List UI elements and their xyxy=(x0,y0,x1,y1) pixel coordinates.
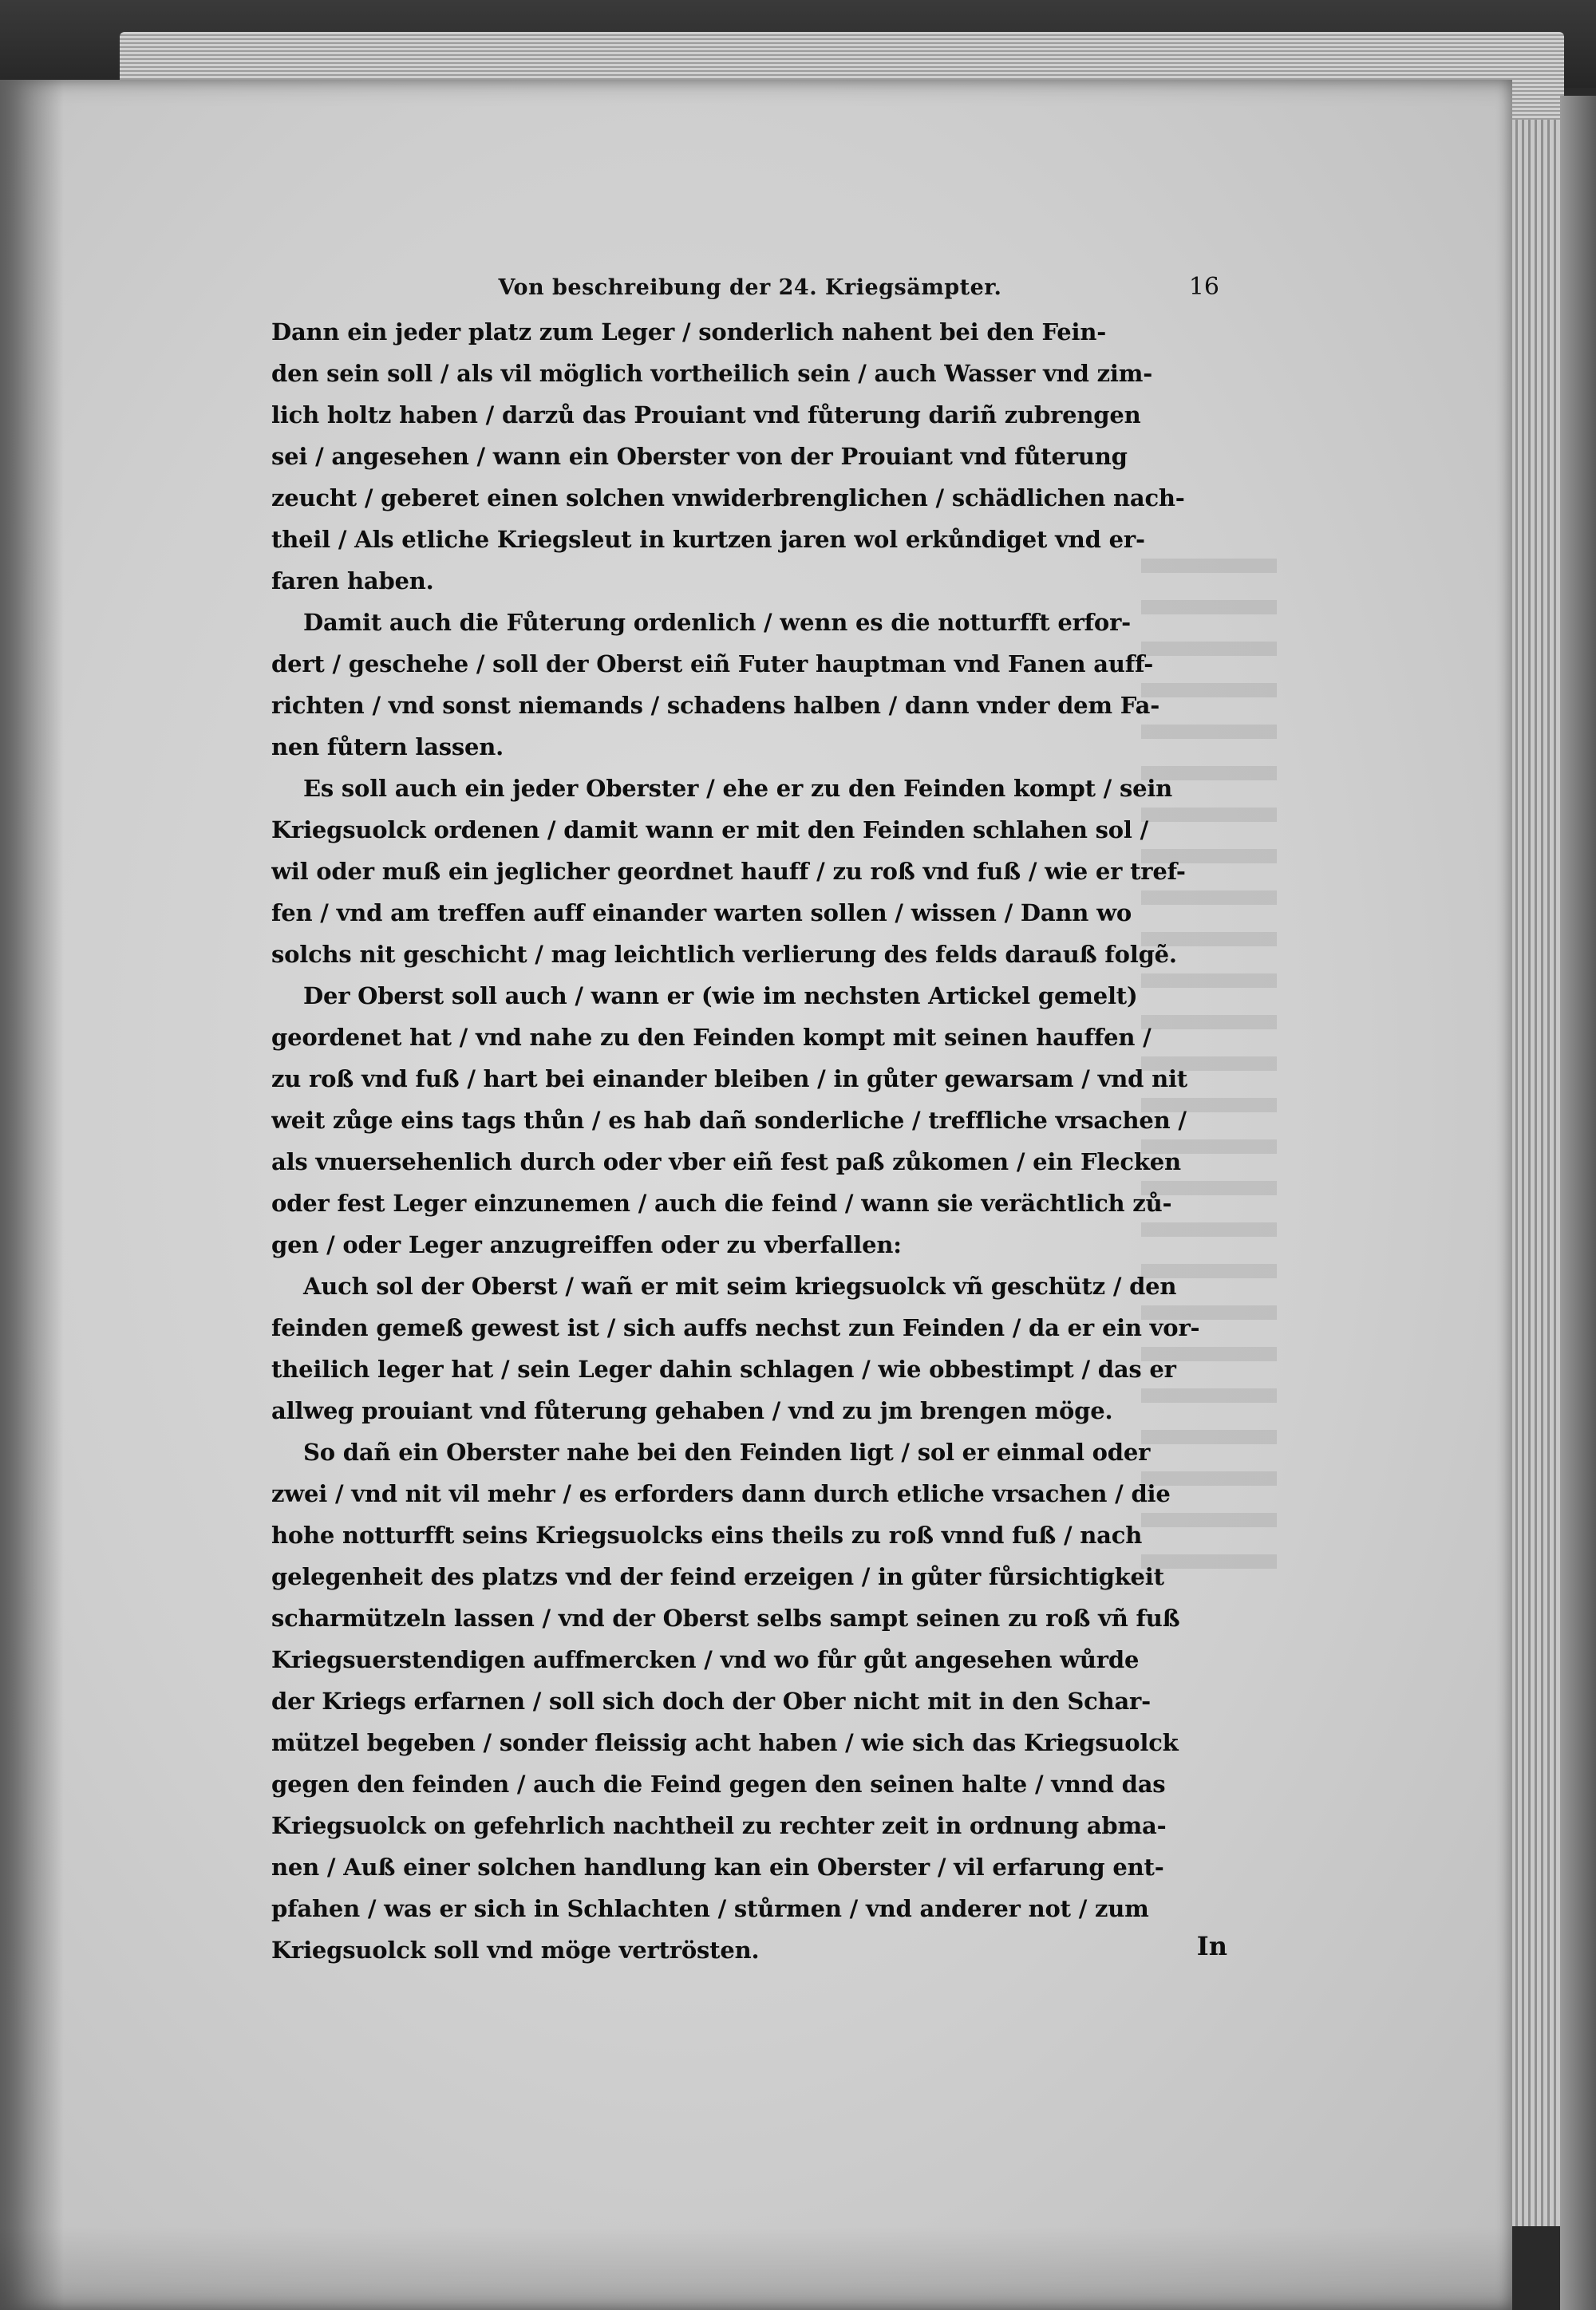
paragraph-start: So dañ ein Oberster nahe bei den Feinden ligt / sol er einmal oder xyxy=(303,1439,1151,1466)
text-line: scharmützeln lassen / vnd der Oberst selbs sampt seinen zu roß vñ fuß xyxy=(271,1605,1180,1632)
book-cover-edge xyxy=(1560,96,1596,2310)
catchword: In xyxy=(1196,1931,1227,1961)
text-line: weit zůge eins tags thůn / es hab dañ sonderliche / treffliche vrsachen / xyxy=(271,1107,1187,1134)
text-line: dert / geschehe / soll der Oberst eiñ Futer hauptman vnd Fanen auff- xyxy=(271,650,1154,677)
text-line: nen / Auß einer solchen handlung kan ein Oberster / vil erfarung ent- xyxy=(271,1854,1164,1881)
text-line: gelegenheit des platzs vnd der feind erzeigen / in gůter fůrsichtigkeit xyxy=(271,1563,1164,1590)
text-line: faren haben. xyxy=(271,567,434,594)
text-line: Dann ein jeder platz zum Leger / sonderlich nahent bei den Fein- xyxy=(271,318,1107,346)
running-head: Von beschreibung der 24. Kriegsämpter. xyxy=(498,275,1002,300)
paragraph-start: Damit auch die Fůterung ordenlich / wenn es die notturfft erfor- xyxy=(303,609,1131,636)
text-line: als vnuersehenlich durch oder vber eiñ fest paß zůkomen / ein Flecken xyxy=(271,1148,1181,1175)
text-line: wil oder muß ein jeglicher geordnet hauff / zu roß vnd fuß / wie er tref- xyxy=(271,858,1186,885)
text-line: theilich leger hat / sein Leger dahin schlagen / wie obbestimpt / das er xyxy=(271,1356,1176,1383)
page-number: 16 xyxy=(1188,273,1219,301)
text-line: feinden gemeß gewest ist / sich auffs nechst zun Feinden / da er ein vor- xyxy=(271,1314,1200,1341)
text-line: sei / angesehen / wann ein Oberster von der Prouiant vnd fůterung xyxy=(271,443,1128,470)
text-line: Kriegsuolck on gefehrlich nachtheil zu rechter zeit in ordnung abma- xyxy=(271,1812,1167,1839)
text-line: gegen den feinden / auch die Feind gegen den seinen halte / vnnd das xyxy=(271,1771,1166,1798)
page-gutter-shadow xyxy=(0,80,64,2310)
text-line: theil / Als etliche Kriegsleut in kurtzen jaren wol erkůndiget vnd er- xyxy=(271,526,1145,553)
text-line: Kriegsuolck soll vnd möge vertrösten. xyxy=(271,1937,760,1964)
text-line: solchs nit geschicht / mag leichtlich verlierung des felds darauß folgẽ. xyxy=(271,941,1177,968)
paragraph-start: Es soll auch ein jeder Oberster / ehe er zu den Feinden kompt / sein xyxy=(303,775,1173,802)
text-line: richten / vnd sonst niemands / schadens halben / dann vnder dem Fa- xyxy=(271,692,1160,719)
text-line: der Kriegs erfarnen / soll sich doch der Ober nicht mit in den Schar- xyxy=(271,1688,1151,1715)
text-line: hohe notturfft seins Kriegsuolcks eins theils zu roß vnnd fuß / nach xyxy=(271,1522,1143,1549)
page-bottom-shadow xyxy=(0,2226,1512,2310)
text-line: pfahen / was er sich in Schlachten / stůrmen / vnd anderer not / zum xyxy=(271,1895,1149,1922)
text-line: geordenet hat / vnd nahe zu den Feinden kompt mit seinen hauffen / xyxy=(271,1024,1152,1051)
text-line: Kriegsuolck ordenen / damit wann er mit den Feinden schlahen sol / xyxy=(271,816,1149,843)
text-line: lich holtz haben / darzů das Prouiant vnd fůterung dariñ zubrengen xyxy=(271,401,1141,428)
text-line: allweg prouiant vnd fůterung gehaben / vnd zu jm brengen möge. xyxy=(271,1397,1113,1424)
text-line: mützel begeben / sonder fleissig acht haben / wie sich das Kriegsuolck xyxy=(271,1729,1179,1756)
paragraph-start: Auch sol der Oberst / wañ er mit seim kriegsuolck vñ geschütz / den xyxy=(303,1273,1177,1300)
text-line: zeucht / geberet einen solchen vnwiderbrenglichen / schädlichen nach- xyxy=(271,484,1185,511)
paragraph-start: Der Oberst soll auch / wann er (wie im nechsten Artickel gemelt) xyxy=(303,982,1138,1009)
text-line: fen / vnd am treffen auff einander warten sollen / wissen / Dann wo xyxy=(271,899,1132,926)
text-line: zwei / vnd nit vil mehr / es erforders dann durch etliche vrsachen / die xyxy=(271,1480,1171,1507)
text-line: Kriegsuerstendigen auffmercken / vnd wo fůr gůt angesehen wůrde xyxy=(271,1646,1140,1673)
text-line: gen / oder Leger anzugreiffen oder zu vberfallen: xyxy=(271,1231,902,1258)
text-line: nen fůtern lassen. xyxy=(271,733,504,760)
text-line: den sein soll / als vil möglich vortheilich sein / auch Wasser vnd zim- xyxy=(271,360,1153,387)
text-body xyxy=(271,311,1237,1987)
text-line: zu roß vnd fuß / hart bei einander bleiben / in gůter gewarsam / vnd nit xyxy=(271,1065,1187,1092)
text-line: oder fest Leger einzunemen / auch die feind / wann sie verächtlich zů- xyxy=(271,1190,1172,1217)
